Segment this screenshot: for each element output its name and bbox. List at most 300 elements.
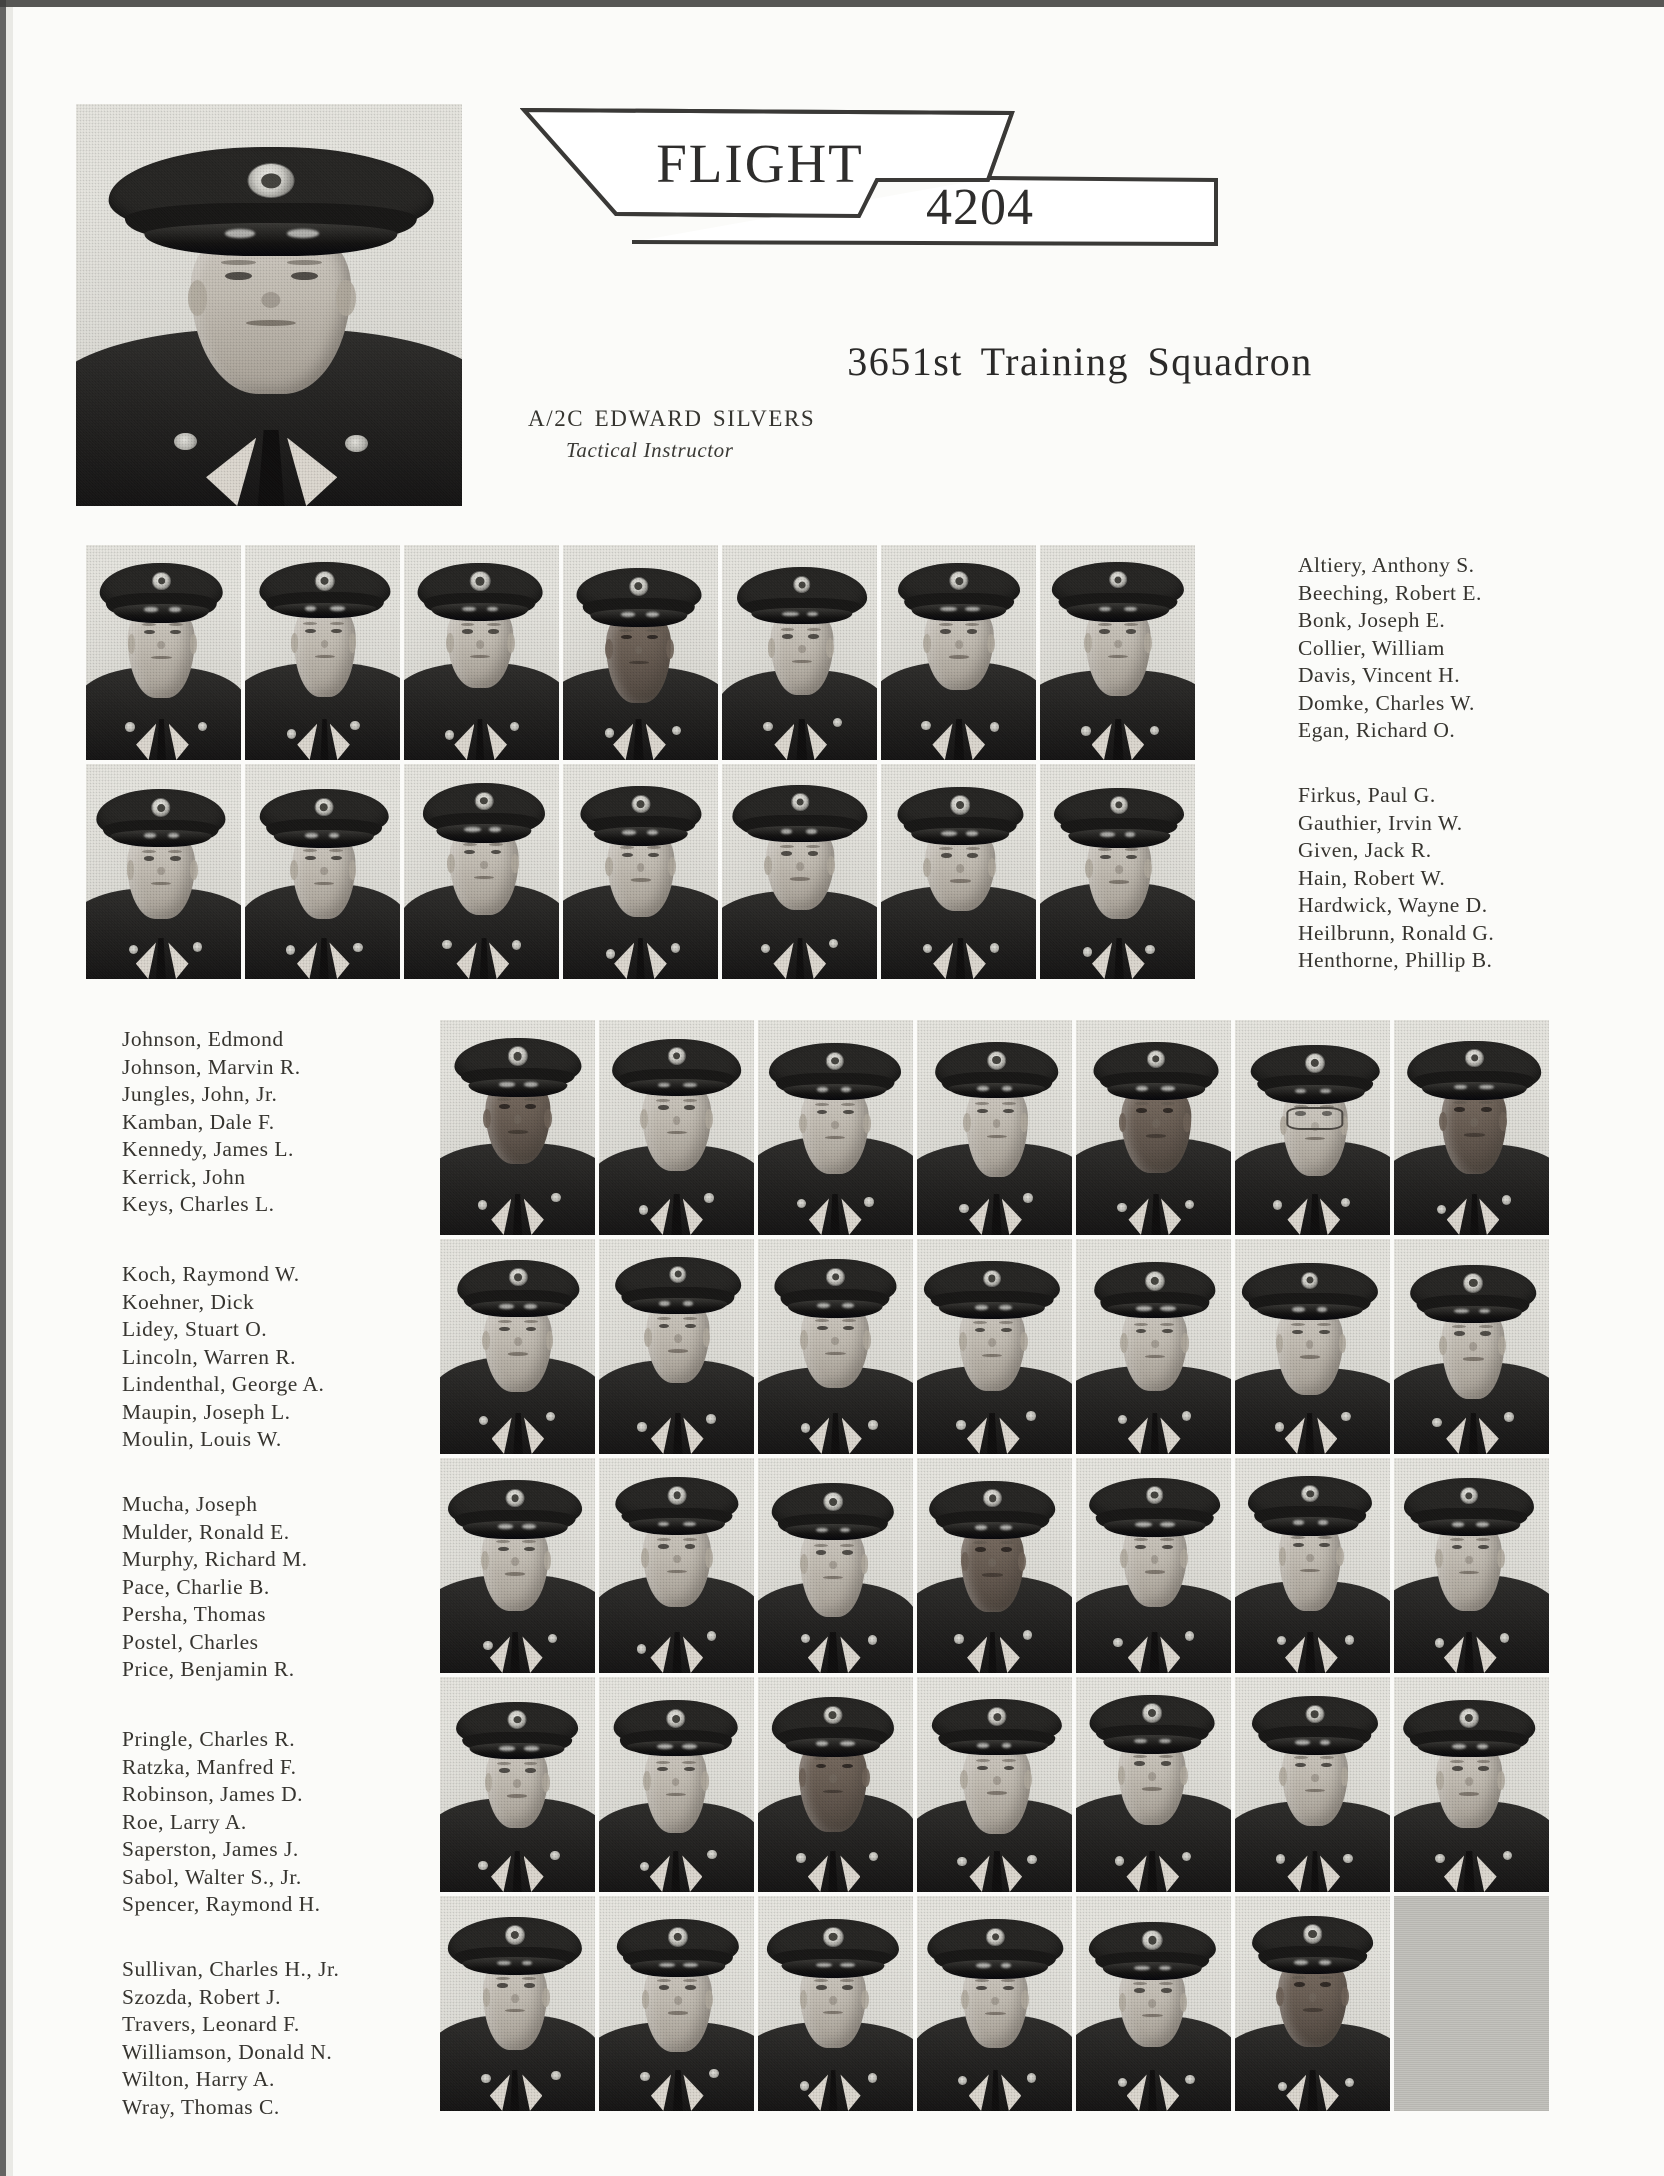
cadet-name: Hardwick, Wayne D.	[1298, 893, 1488, 917]
uniform-insignia-left	[606, 949, 615, 958]
instructor-name: A/2C EDWARD SILVERS	[528, 406, 816, 431]
uniform-insignia-right	[1023, 1193, 1032, 1202]
portrait-photo	[722, 545, 877, 760]
eye-right	[685, 1985, 696, 1990]
uniform-insignia-left	[796, 1853, 805, 1862]
eyebrow-right	[1159, 1982, 1173, 1985]
portrait-photo	[881, 545, 1036, 760]
name-group-5	[122, 1491, 308, 1684]
cadet-name: Kennedy, James L.	[122, 1137, 294, 1161]
eyebrow-right	[287, 260, 322, 266]
nose	[1114, 640, 1122, 649]
scan-edge-top	[0, 0, 1664, 7]
cap-visor	[943, 1960, 1049, 1979]
eye-right	[524, 1983, 535, 1988]
uniform-insignia-left	[286, 945, 295, 954]
portrait-photo	[1076, 1677, 1231, 1892]
instructor-caption	[528, 406, 948, 463]
ear-left	[446, 633, 454, 652]
uniform-insignia-left	[959, 1204, 968, 1213]
portrait-photo	[86, 545, 241, 760]
portrait-photo	[1235, 1020, 1390, 1235]
portrait-photo	[881, 764, 1036, 979]
uniform-insignia-left	[445, 730, 454, 739]
portrait-photo	[1394, 1020, 1549, 1235]
uniform-insignia-left	[125, 722, 134, 731]
eye-right	[1478, 1766, 1489, 1771]
portrait-photo	[917, 1677, 1072, 1892]
cadet-name: Johnson, Edmond	[122, 1027, 284, 1051]
name-group-1	[1298, 552, 1482, 745]
visor-glint-secondary	[647, 830, 658, 835]
visor-glint	[977, 1086, 989, 1091]
uniform-insignia-left	[801, 1634, 810, 1643]
cap-badge-icon	[983, 1270, 1001, 1288]
eyebrow-right	[806, 845, 820, 848]
nose	[673, 1116, 681, 1125]
portrait-placeholder	[1394, 1896, 1549, 2111]
uniform-insignia-right	[512, 940, 521, 949]
ear-left	[605, 639, 613, 658]
eye-left	[1454, 1331, 1465, 1336]
eye-left	[499, 1104, 510, 1109]
cadet-name: Saperston, James J.	[122, 1837, 299, 1861]
ear-left	[961, 1552, 969, 1571]
eye-left	[658, 1544, 669, 1549]
cadet-name: Ratzka, Manfred F.	[122, 1754, 297, 1779]
ear-right	[862, 1768, 870, 1787]
eyebrow-right	[487, 623, 501, 626]
eyebrow-right	[683, 1538, 697, 1541]
cadet-name: Given, Jack R.	[1298, 838, 1432, 862]
visor-glint	[1100, 832, 1115, 837]
ear-right	[511, 854, 519, 873]
ear-right	[668, 857, 676, 876]
portrait-photo	[758, 1458, 913, 1673]
cap-badge-icon	[986, 1928, 1004, 1946]
nose	[157, 867, 165, 876]
portrait-photo	[758, 1239, 913, 1454]
eye-right	[842, 1985, 853, 1990]
eye-right	[648, 853, 659, 858]
instructor-role: Tactical Instructor	[566, 438, 734, 462]
cap-visor	[1107, 1083, 1204, 1101]
visor-glint-secondary	[999, 1305, 1011, 1310]
uniform-insignia-right	[1185, 1631, 1194, 1640]
nose	[992, 1997, 1000, 2006]
cadet-name: Murphy, Richard M.	[122, 1547, 308, 1571]
eyebrow-right	[1124, 623, 1138, 626]
cap-badge-icon	[1305, 1053, 1325, 1073]
eye-left	[816, 1550, 827, 1555]
cap-badge-icon	[1109, 571, 1127, 588]
visor-glint	[1452, 1744, 1466, 1749]
ear-left	[644, 1328, 652, 1347]
cap-visor	[629, 1298, 727, 1315]
eye-left	[1452, 1766, 1463, 1771]
cadet-name: Szozda, Robert J.	[122, 1984, 281, 2009]
visor-glint-secondary	[683, 1301, 692, 1306]
portrait-photo	[1040, 545, 1195, 760]
cap-badge-icon	[1110, 796, 1128, 814]
nose	[1148, 1772, 1156, 1781]
eye-right	[488, 629, 499, 634]
portrait-photo	[917, 1020, 1072, 1235]
nose	[511, 1557, 519, 1566]
eye-right	[1001, 1547, 1012, 1552]
portrait-background	[1394, 1896, 1549, 2111]
cadet-name: Davis, Vincent H.	[1298, 663, 1461, 687]
ear-left	[923, 858, 931, 877]
eye-right	[1001, 1328, 1012, 1333]
nose	[988, 1338, 996, 1347]
eye-left	[462, 629, 473, 634]
portrait-photo	[440, 1896, 595, 2111]
portrait-photo	[1235, 1896, 1390, 2111]
cap-badge-icon	[983, 1489, 1001, 1507]
uniform-insignia-right	[1150, 726, 1159, 735]
visor-glint-secondary	[1319, 1960, 1331, 1965]
nose	[829, 1561, 837, 1570]
portrait-photo	[599, 1239, 754, 1454]
ear-right	[544, 1109, 552, 1128]
eye-left	[498, 1547, 509, 1552]
portrait-photo	[1040, 764, 1195, 979]
portrait-photo	[1394, 1677, 1549, 1892]
portrait-photo	[758, 1896, 913, 2111]
cap-badge-icon	[151, 798, 171, 817]
portrait-photo	[563, 764, 718, 979]
uniform-insignia-left	[442, 940, 451, 949]
uniform-insignia-right	[1500, 1633, 1509, 1642]
scan-edge-left-inner	[6, 7, 13, 2176]
visor-glint-secondary	[522, 1524, 535, 1529]
eye-left	[1099, 629, 1110, 634]
visor-glint	[1294, 1960, 1308, 1965]
eye-right	[291, 272, 318, 280]
cadet-name: Wray, Thomas C.	[122, 2094, 280, 2119]
eye-right	[685, 1324, 696, 1329]
cap-badge-icon	[1147, 1050, 1165, 1068]
name-group-6	[122, 1726, 321, 1919]
nose	[1115, 865, 1123, 874]
portrait-grid-top	[86, 545, 1195, 979]
ear-right	[1180, 1993, 1188, 2012]
uniform-insignia-right	[1343, 1854, 1352, 1863]
uniform-insignia-right	[868, 2073, 877, 2082]
eye-right	[1162, 1545, 1173, 1550]
cadet-name: Robinson, James D.	[122, 1782, 303, 1806]
eyebrow-left	[1098, 623, 1112, 626]
uniform-insignia-left	[954, 1634, 963, 1643]
uniform-insignia-right	[1027, 1855, 1036, 1864]
uniform-insignia-right	[1026, 1411, 1035, 1420]
eyebrow-left	[976, 1759, 990, 1762]
ear-right	[987, 634, 995, 653]
eye-right	[808, 634, 819, 639]
portrait-photo	[1394, 1239, 1549, 1454]
ear-right	[190, 634, 198, 653]
cadet-name: Koehner, Dick	[122, 1289, 255, 1314]
uniform-insignia-left	[1117, 1203, 1126, 1212]
nose	[829, 1996, 837, 2005]
eyebrow-right	[683, 1099, 697, 1102]
eyebrow-right	[646, 629, 660, 632]
uniform-insignia-left	[1083, 947, 1092, 956]
ear-left	[1119, 1993, 1127, 2012]
cap-badge-icon	[823, 1492, 843, 1511]
uniform-insignia-right	[707, 1850, 716, 1859]
eye-right	[1319, 1330, 1330, 1335]
cadet-name: Kerrick, John	[122, 1164, 246, 1189]
cap-badge-icon	[826, 1268, 844, 1286]
eye-left	[499, 1327, 510, 1332]
eyebrow-left	[656, 1761, 670, 1764]
portrait-photo	[1394, 1458, 1549, 1673]
eyebrow-left	[814, 1979, 828, 1982]
ear-left	[483, 1988, 491, 2007]
ear-left	[963, 1113, 971, 1132]
name-group-3	[122, 1026, 301, 1219]
portrait-photo	[917, 1896, 1072, 2111]
cadet-name: Gauthier, Irvin W.	[1298, 810, 1463, 835]
eye-right	[524, 1547, 535, 1552]
nose	[158, 641, 166, 650]
portrait-photo	[1235, 1239, 1390, 1454]
ear-right	[705, 1548, 713, 1567]
nose	[832, 1337, 840, 1346]
uniform-insignia-left	[1081, 726, 1090, 735]
eyebrow-left	[1134, 1538, 1148, 1541]
eyebrow-left	[657, 1538, 671, 1541]
cadet-name: Jungles, John, Jr.	[122, 1082, 278, 1106]
nose	[957, 864, 965, 873]
uniform-insignia-right	[990, 722, 999, 731]
cap-badge-icon	[1305, 1705, 1324, 1724]
cadet-name: Wilton, Harry A.	[122, 2067, 275, 2091]
cap-badge-icon	[668, 1486, 687, 1505]
ear-left	[1084, 633, 1092, 652]
eye-right	[842, 1550, 853, 1555]
eyebrow-left	[221, 260, 256, 266]
eyebrow-right	[965, 623, 979, 626]
eye-left	[975, 1547, 986, 1552]
uniform-insignia-right	[709, 2069, 718, 2078]
nose	[798, 645, 806, 654]
visor-glint-secondary	[1160, 1522, 1174, 1527]
portrait-photo	[1235, 1677, 1390, 1892]
visor-glint-secondary	[524, 1304, 537, 1309]
eye-left	[225, 272, 252, 280]
visor-glint-secondary	[329, 833, 339, 838]
uniform-insignia-left	[957, 1857, 966, 1866]
nose	[673, 1555, 681, 1564]
visor-glint-secondary	[1125, 832, 1136, 837]
eye-right	[967, 853, 978, 858]
eyebrow-right	[524, 1098, 538, 1101]
eyebrow-left	[1453, 1101, 1467, 1104]
visor-glint	[305, 833, 318, 838]
cap-badge-icon	[506, 1489, 525, 1508]
eye-right	[1004, 1766, 1015, 1771]
uniform-insignia-left	[1435, 1638, 1444, 1647]
ear-right	[826, 638, 834, 657]
cadet-name: Postel, Charles	[122, 1629, 259, 1654]
nose	[1465, 1556, 1473, 1565]
uniform-insignia-left	[1435, 1854, 1444, 1863]
nose	[320, 867, 328, 876]
eyebrow-left	[498, 1320, 512, 1323]
cap-badge-icon	[1459, 1708, 1479, 1728]
eye-left	[941, 853, 952, 858]
portrait-photo	[758, 1020, 913, 1235]
eyebrow-left	[1450, 1760, 1464, 1763]
ear-right	[336, 280, 355, 316]
ear-right	[1341, 1987, 1349, 2006]
portrait-photo	[404, 764, 559, 979]
uniform-insignia-right	[1345, 1635, 1354, 1644]
ear-right	[1144, 633, 1152, 652]
uniform-insignia-left	[637, 1422, 646, 1431]
eyebrow-right	[522, 1977, 536, 1980]
eyebrow-right	[840, 1544, 854, 1547]
uniform-insignia-left	[1118, 1415, 1127, 1424]
uniform-insignia-left	[1276, 1854, 1285, 1863]
ear-left	[1120, 1333, 1128, 1352]
eyebrow-right	[1159, 1755, 1173, 1758]
eye-right	[1481, 1107, 1492, 1112]
visor-glint	[975, 1525, 988, 1530]
visor-glint-secondary	[1320, 1089, 1331, 1094]
ear-right	[542, 1988, 550, 2007]
cap-badge-icon	[475, 792, 494, 810]
visor-glint-secondary	[1002, 1743, 1011, 1748]
visor-glint-secondary	[522, 1961, 531, 1966]
ear-right	[190, 860, 198, 879]
cadet-name: Spencer, Raymond H.	[122, 1892, 321, 1916]
nose	[476, 640, 484, 649]
uniform-insignia-right	[1185, 2075, 1194, 2084]
cadet-name: Lindenthal, George A.	[122, 1372, 325, 1396]
nose	[1306, 1340, 1314, 1349]
ear-right	[705, 1990, 713, 2009]
eye-left	[1136, 1108, 1147, 1113]
cap-badge-icon	[248, 163, 295, 198]
visor-glint-secondary	[330, 606, 345, 611]
uniform-insignia-right	[350, 721, 359, 730]
name-group-2	[1298, 782, 1494, 975]
visor-glint-secondary	[1124, 607, 1137, 612]
uniform-insignia-left	[287, 729, 296, 738]
eyebrow-right	[1319, 1976, 1333, 1979]
squadron-title: 3651st Training Squadron	[847, 339, 1313, 384]
cadet-name: Mucha, Joseph	[122, 1492, 258, 1516]
cap-badge-icon	[1301, 1485, 1319, 1503]
uniform-insignia-right	[704, 1193, 713, 1202]
uniform-insignia-left	[481, 2074, 490, 2083]
eye-left	[499, 1768, 510, 1773]
ear-left	[640, 1109, 648, 1128]
ear-right	[1181, 1333, 1189, 1352]
cadet-name: Henthorne, Phillip B.	[1298, 948, 1493, 972]
uniform-insignia-right	[551, 1193, 560, 1202]
nose	[480, 861, 488, 870]
visor-glint-secondary	[840, 1741, 854, 1746]
cadet-name: Collier, William	[1298, 635, 1445, 660]
visor-glint	[1135, 1522, 1152, 1527]
portrait-photo	[599, 1896, 754, 2111]
eye-right	[1320, 1982, 1331, 1987]
nose	[1471, 1118, 1479, 1127]
uniform-insignia-right	[353, 943, 362, 952]
portrait-photo	[917, 1239, 1072, 1454]
nose	[831, 1121, 839, 1130]
visor-glint	[659, 1301, 670, 1306]
cadet-name: Altiery, Anthony S.	[1298, 553, 1475, 577]
eyebrow-right	[1161, 1102, 1175, 1105]
ear-right	[1497, 1771, 1505, 1790]
ear-right	[1024, 1770, 1032, 1789]
cadet-name: Hain, Robert W.	[1298, 865, 1446, 890]
portrait-photo	[1076, 1020, 1231, 1235]
ear-left	[1439, 1112, 1447, 1131]
eye-left	[658, 1105, 669, 1110]
visor-glint	[1295, 1740, 1310, 1745]
eyebrow-left	[656, 1099, 670, 1102]
visor-glint-secondary	[1477, 1744, 1489, 1749]
cap-badge-icon	[987, 1707, 1006, 1726]
uniform-insignia-right	[1185, 1200, 1194, 1209]
visor-glint	[782, 612, 799, 617]
ear-right	[1180, 1549, 1188, 1568]
nose	[993, 1776, 1001, 1785]
eyebrow-right	[1479, 1101, 1493, 1104]
cap-visor	[946, 1740, 1048, 1756]
cadet-name: Moulin, Louis W.	[122, 1427, 282, 1451]
uniform-insignia-right	[198, 722, 207, 731]
ear-left	[291, 633, 299, 652]
eye-right	[525, 1768, 536, 1773]
visor-glint	[975, 1305, 988, 1310]
nose	[635, 646, 643, 655]
eye-right	[1126, 855, 1137, 860]
visor-glint-secondary	[806, 829, 817, 834]
portrait-photo	[1076, 1239, 1231, 1454]
nose	[993, 1119, 1001, 1128]
uniform-insignia-right	[707, 1631, 716, 1640]
uniform-insignia-left	[605, 728, 614, 737]
uniform-insignia-right	[1182, 1411, 1191, 1420]
portrait-photo	[440, 1239, 595, 1454]
eyebrow-right	[683, 1979, 697, 1982]
cadet-name: Maupin, Joseph L.	[122, 1399, 291, 1424]
eye-right	[526, 1327, 537, 1332]
visor-glint	[1136, 1086, 1147, 1091]
portrait-photo	[758, 1677, 913, 1892]
eye-right	[1163, 1108, 1174, 1113]
eye-right	[808, 851, 819, 856]
nose	[514, 1115, 522, 1124]
visor-glint	[622, 830, 636, 835]
eye-left	[622, 853, 633, 858]
ear-left	[1279, 1767, 1287, 1786]
eyebrow-left	[1452, 1325, 1466, 1328]
visor-glint-secondary	[489, 827, 501, 832]
nose	[637, 863, 645, 872]
ear-left	[923, 634, 931, 653]
cadet-name: Pringle, Charles R.	[122, 1727, 296, 1751]
cadet-name: Firkus, Paul G.	[1298, 783, 1436, 807]
